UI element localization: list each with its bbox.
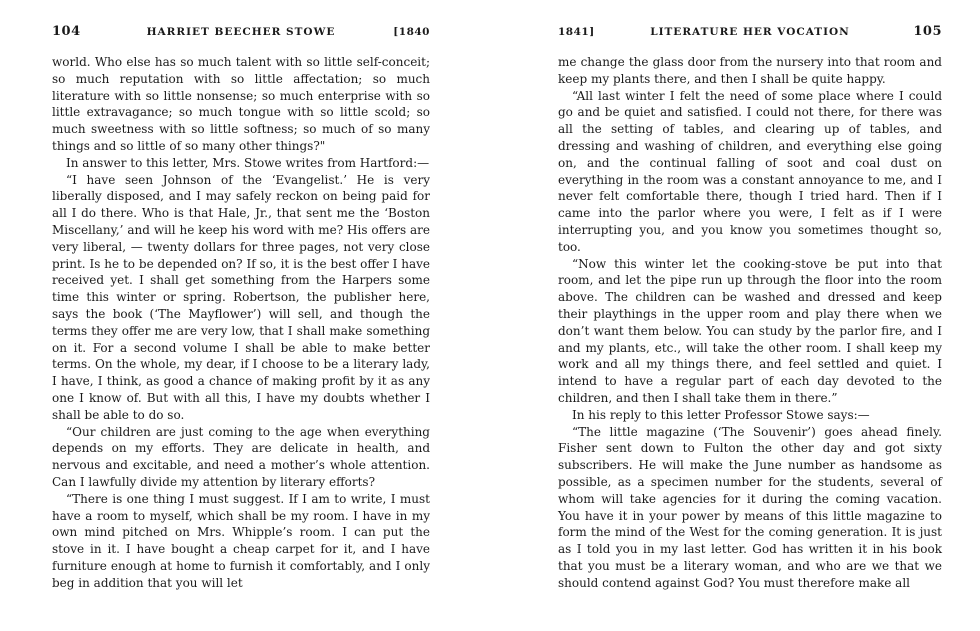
paragraph: In his reply to this letter Professor Stowe says:— <box>572 407 870 422</box>
left-page-text <box>52 54 430 592</box>
gutter <box>490 0 491 631</box>
right-page <box>558 24 942 631</box>
left-running-title: HARRIET BEECHER STOWE <box>146 26 336 38</box>
paragraph: “All last winter I felt the need of some place where I could go and be quiet and satisfied. I could not there, for there was all the setting of tables, and clearing up of tables, and dressing and washing of children, and everything else going on, and the continual falling of soot and coal dust on everything in the room was a constant annoyance to me, and I never felt comfortable there, though I tried hard. Then if I came into the parlor where you were, I felt as if I were interrupting you, and you know you sometimes thought so, too. <box>558 88 942 254</box>
right-running-head <box>558 24 942 46</box>
left-page <box>52 24 430 631</box>
left-running-head <box>52 24 430 46</box>
paragraph: “I have seen Johnson of the ‘Evangelist.’ He is very liberally disposed, and I may safely reckon on being paid for all I do there. Who is that Hale, Jr., that sent me the ‘Boston Miscellany,’ and will he keep his word with me? His offers are very liberal, — twenty dollars for three pages, not very close print. Is he to be depended on? If so, it is the best offer I have received yet. I shall get something from the Harpers some time this winter or spring. Robertson, the publisher here, says the book (‘The Mayflower’) will sell, and though the terms they offer me are very low, that I shall make something on it. For a second volume I shall be able to make better terms. On the whole, my dear, if I choose to be a literary lady, I have, I think, as good a chance of making profit by it as any one I know of. But with all this, I have my doubts whether I shall be able to do so. <box>52 172 430 422</box>
paragraph: In answer to this letter, Mrs. Stowe writes from Hartford:— <box>66 155 430 170</box>
paragraph: “Now this winter let the cooking-stove be put into that room, and let the pipe run up through the floor into the room above. The children can be washed and dressed and keep their playthings in the upper room and play there when we don’t want them below. You can study by the parlor fire, and I and my plants, etc., will take the other room. I shall keep my work and all my things there, and feel settled and quiet. I intend to have a regular part of each day devoted to the children, and then I shall take them in there.” <box>558 256 942 405</box>
paragraph: “There is one thing I must suggest. If I am to write, I must have a room to myself, which shall be my room. I have in my own mind pitched on Mrs. Whipple’s room. I can put the stove in it. I have bought a cheap carpet for it, and I have furniture enough at home to furnish it comfortably, and I only beg in addition that you will let <box>52 491 430 590</box>
right-running-year: 1841] <box>558 26 595 38</box>
paragraph: me change the glass door from the nursery into that room and keep my plants there, and then I shall be quite happy. <box>558 55 942 86</box>
paragraph: world. Who else has so much talent with so little self-conceit; so much reputation with so little affectation; so much literature with so little nonsense; so much enterprise with so little extravagance; so much tongue with so little scold; so much sweetness with so little softness; so much of so many things and so little of so many other things?" <box>52 55 430 153</box>
paragraph: “Our children are just coming to the age when everything depends on my efforts. They are delicate in health, and nervous and excitable, and need a mother’s whole attention. Can I lawfully divide my attention by literary efforts? <box>52 424 430 489</box>
right-running-title: LITERATURE HER VOCATION <box>650 26 850 38</box>
left-page-number: 104 <box>52 24 81 39</box>
paragraph: “The little magazine (‘The Souvenir’) goes ahead finely. Fisher sent down to Fulton the other day and got sixty subscribers. He will make the June number as handsome as possible, as a specimen number for the students, several of whom will take agencies for it during the coming vacation. You have it in your power by means of this little magazine to form the mind of the West for the coming generation. It is just as I told you in my last letter. God has written it in his book that you must be a literary woman, and who are we that we should contend against God? You must therefore make all <box>558 424 942 590</box>
right-page-text <box>558 54 942 592</box>
left-running-year: [1840 <box>393 26 430 38</box>
right-page-number: 105 <box>913 24 942 39</box>
